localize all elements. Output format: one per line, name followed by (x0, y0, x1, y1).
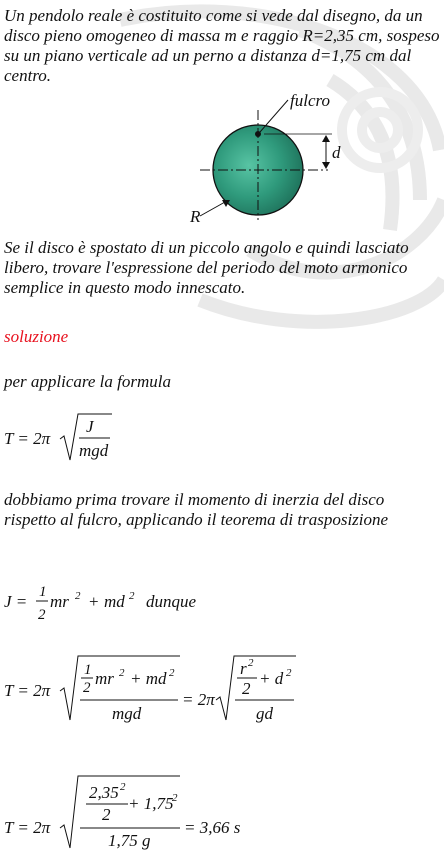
problem-statement: Un pendolo reale è costituito come si vede dal disegno, da un disco pieno omogeneo di massa m e raggio R=2,35 cm, sospeso su un piano verticale ad un perno a distanza d=1,75 cm dal centro. (4, 6, 440, 85)
formula3-r-term: r (240, 659, 247, 678)
formula2-term1: mr (50, 592, 69, 611)
d-arrow-up (322, 135, 330, 142)
formula2-exp2: 2 (129, 590, 135, 602)
formula2-frac-den: 2 (38, 607, 46, 623)
formula3-lhs: T = 2π (4, 681, 51, 700)
fulcro-label: fulcro (290, 92, 330, 110)
formula3-num-plus: + md (130, 669, 167, 688)
formula3-den: mgd (112, 704, 142, 723)
formula3-eq: = 2π (182, 690, 215, 709)
formula3-r-exp: 2 (248, 657, 254, 669)
period-expanded-formula (4, 648, 304, 730)
fulcro-leader (260, 100, 288, 132)
d-label: d (332, 143, 341, 162)
question-text: Se il disco è spostato di un piccolo angolo e quindi lasciato libero, trovare l'espressione del periodo del moto armonico semplice in questo modo innescato. (4, 238, 409, 297)
formula4-v1-den: 2 (102, 805, 111, 824)
formula3-half-den: 2 (83, 680, 91, 696)
formula2-word: dunque (146, 592, 197, 611)
formula3-plus-d: + d (259, 669, 284, 688)
formula4-v1: 2,35 (89, 783, 119, 802)
formula3-d-exp: 2 (286, 667, 292, 679)
formula2-plus: + (89, 592, 99, 611)
formula4-v1-exp: 2 (120, 781, 126, 793)
formula3-num-exp1: 2 (119, 667, 125, 679)
formula4-plus-v2: + 1,75 (128, 794, 174, 813)
numeric-period-formula (4, 770, 284, 850)
formula1-denominator: mgd (79, 441, 109, 460)
formula4-lhs: T = 2π (4, 818, 51, 837)
formula1-numerator: J (86, 417, 94, 436)
apply-formula-text: per applicare la formula (4, 372, 171, 391)
formula2-frac-num: 1 (39, 584, 47, 600)
formula2-exp1: 2 (75, 590, 81, 602)
solution-heading: soluzione (4, 327, 69, 346)
formula4-den: 1,75 g (108, 831, 151, 850)
formula3-den2: gd (256, 704, 273, 723)
formula4-result: = 3,66 s (184, 818, 241, 837)
formula3-num-term1: mr (95, 669, 114, 688)
pendulum-disk-figure (180, 92, 380, 227)
d-arrow-down (322, 162, 330, 169)
formula2-lhs: J = (4, 592, 28, 611)
formula3-half-num: 1 (84, 662, 92, 678)
R-leader (200, 202, 225, 216)
formula3-r-den: 2 (242, 679, 251, 698)
period-formula (4, 408, 144, 468)
formula1-lhs: T = 2π (4, 429, 51, 448)
inertia-intro-text: dobbiamo prima trovare il momento di inerzia del disco rispetto al fulcro, applicando il teorema di trasposizione (4, 490, 389, 529)
formula2-term2: md (104, 592, 125, 611)
R-label: R (190, 207, 201, 226)
formula3-num-exp2: 2 (169, 667, 175, 679)
inertia-formula (4, 576, 264, 632)
formula4-v2-exp: 2 (172, 792, 178, 804)
